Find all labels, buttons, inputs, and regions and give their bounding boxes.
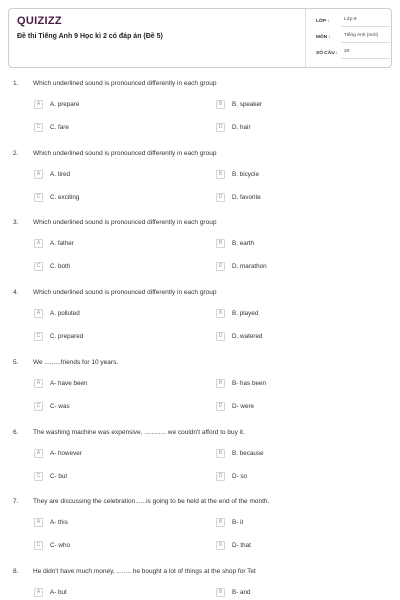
info-row-subject	[306, 29, 394, 45]
info-value: 20	[341, 47, 390, 59]
option-text: A- have been	[50, 379, 88, 387]
option-text: B. bicycle	[232, 170, 259, 178]
option-letter-box[interactable]: A	[34, 239, 43, 248]
option-text: A. polluted	[50, 309, 80, 317]
option-c[interactable]	[34, 261, 70, 271]
option-letter-box[interactable]: A	[34, 309, 43, 318]
info-row-question-count	[306, 45, 394, 61]
option-letter-box[interactable]: B	[216, 379, 225, 388]
option-d[interactable]	[216, 331, 262, 341]
option-letter-box[interactable]: B	[216, 170, 225, 179]
option-letter-box[interactable]: B	[216, 588, 225, 597]
option-d[interactable]	[216, 471, 247, 481]
question-text: Which underlined sound is pronounced differently in each group	[33, 150, 217, 157]
option-c[interactable]	[34, 471, 67, 481]
option-c[interactable]	[34, 401, 70, 411]
question-text: He didn't have much money, ........ he bought a lot of things at the shop for Tet	[33, 568, 256, 575]
option-b[interactable]	[216, 378, 266, 388]
info-row-class	[306, 13, 394, 29]
question-text: Which underlined sound is pronounced differently in each group	[33, 80, 217, 87]
question-text: We .........friends for 10 years.	[33, 359, 119, 366]
question-number: 4.	[13, 289, 19, 296]
option-letter-box[interactable]: A	[34, 379, 43, 388]
option-text: C. exciting	[50, 193, 80, 201]
option-text: D. hair	[232, 123, 251, 131]
option-text: A. prepare	[50, 100, 80, 108]
option-letter-box[interactable]: D	[216, 472, 225, 481]
quizizz-logo: QUIZIZZ	[17, 15, 62, 27]
option-text: B- and	[232, 588, 251, 596]
question-6	[0, 429, 400, 497]
question-number: 8.	[13, 568, 19, 575]
option-letter-box[interactable]: D	[216, 262, 225, 271]
option-a[interactable]	[34, 587, 67, 597]
option-c[interactable]	[34, 331, 83, 341]
option-text: B. speaker	[232, 100, 263, 108]
option-b[interactable]	[216, 169, 259, 179]
option-text: B. earth	[232, 239, 255, 247]
option-d[interactable]	[216, 401, 254, 411]
option-text: D. marathon	[232, 262, 267, 270]
option-a[interactable]	[34, 99, 79, 109]
option-letter-box[interactable]: D	[216, 123, 225, 132]
option-letter-box[interactable]: A	[34, 518, 43, 527]
option-text: B- it	[232, 518, 244, 526]
info-label: MÔN :	[316, 34, 331, 40]
info-value: Tiếng Anh (mới)	[341, 31, 390, 43]
option-text: A- this	[50, 518, 68, 526]
option-letter-box[interactable]: C	[34, 472, 43, 481]
worksheet-header	[8, 8, 392, 68]
option-text: A- however	[50, 449, 82, 457]
option-text: C- was	[50, 402, 70, 410]
option-letter-box[interactable]: D	[216, 332, 225, 341]
option-letter-box[interactable]: B	[216, 309, 225, 318]
option-letter-box[interactable]: D	[216, 193, 225, 202]
question-3	[0, 219, 400, 287]
option-c[interactable]	[34, 540, 70, 550]
option-letter-box[interactable]: C	[34, 262, 43, 271]
info-label: LỚP :	[316, 18, 330, 24]
option-b[interactable]	[216, 99, 262, 109]
option-text: C- but	[50, 472, 68, 480]
option-text: D- were	[232, 402, 255, 410]
option-text: C. both	[50, 262, 71, 270]
option-text: D- so	[232, 472, 248, 480]
question-2	[0, 150, 400, 218]
question-4	[0, 289, 400, 357]
question-8	[0, 568, 400, 600]
option-letter-box[interactable]: B	[216, 518, 225, 527]
question-text: They are discussing the celebration......is going to be held at the end of the month.	[33, 498, 270, 505]
question-1	[0, 80, 400, 148]
option-text: D. favorite	[232, 193, 261, 201]
option-letter-box[interactable]: D	[216, 402, 225, 411]
question-number: 7.	[13, 498, 19, 505]
question-number: 5.	[13, 359, 19, 366]
option-letter-box[interactable]: A	[34, 449, 43, 458]
option-letter-box[interactable]: A	[34, 588, 43, 597]
question-text: The washing machine was expensive, ............ we couldn't afford to buy it.	[33, 429, 245, 436]
option-letter-box[interactable]: D	[216, 541, 225, 550]
option-letter-box[interactable]: C	[34, 402, 43, 411]
option-text: A. tired	[50, 170, 70, 178]
option-text: C- who	[50, 541, 70, 549]
option-text: C. fare	[50, 123, 69, 131]
option-letter-box[interactable]: B	[216, 100, 225, 109]
option-b[interactable]	[216, 587, 251, 597]
option-letter-box[interactable]: C	[34, 332, 43, 341]
option-b[interactable]	[216, 448, 264, 458]
option-letter-box[interactable]: A	[34, 170, 43, 179]
option-a[interactable]	[34, 169, 70, 179]
option-text: B. because	[232, 449, 264, 457]
question-5	[0, 359, 400, 427]
question-text: Which underlined sound is pronounced differently in each group	[33, 289, 217, 296]
question-7	[0, 498, 400, 566]
option-text: C. prepared	[50, 332, 84, 340]
option-letter-box[interactable]: B	[216, 449, 225, 458]
option-c[interactable]	[34, 192, 79, 202]
option-b[interactable]	[216, 517, 243, 527]
question-number: 1.	[13, 80, 19, 87]
document-title: Đề thi Tiếng Anh 9 Học kì 2 có đáp án (Đề 5)	[17, 33, 163, 40]
option-text: A. father	[50, 239, 74, 247]
option-a[interactable]	[34, 448, 82, 458]
info-label: SỐ CÂU :	[316, 50, 338, 56]
option-c[interactable]	[34, 122, 69, 132]
question-text: Which underlined sound is pronounced differently in each group	[33, 219, 217, 226]
option-letter-box[interactable]: C	[34, 123, 43, 132]
question-number: 6.	[13, 429, 19, 436]
option-d[interactable]	[216, 122, 251, 132]
option-b[interactable]	[216, 308, 258, 318]
option-d[interactable]	[216, 261, 267, 271]
option-a[interactable]	[34, 378, 87, 388]
option-d[interactable]	[216, 540, 251, 550]
info-panel	[305, 9, 393, 67]
option-text: A- but	[50, 588, 67, 596]
option-letter-box[interactable]: C	[34, 193, 43, 202]
info-value: Lớp 9	[341, 15, 390, 27]
option-text: D- that	[232, 541, 251, 549]
option-letter-box[interactable]: B	[216, 239, 225, 248]
option-d[interactable]	[216, 192, 261, 202]
option-letter-box[interactable]: C	[34, 541, 43, 550]
option-a[interactable]	[34, 308, 80, 318]
question-number: 2.	[13, 150, 19, 157]
option-letter-box[interactable]: A	[34, 100, 43, 109]
option-text: B- has been	[232, 379, 266, 387]
option-a[interactable]	[34, 517, 68, 527]
option-text: B. played	[232, 309, 259, 317]
option-a[interactable]	[34, 238, 74, 248]
question-number: 3.	[13, 219, 19, 226]
option-b[interactable]	[216, 238, 254, 248]
option-text: D. watered	[232, 332, 263, 340]
